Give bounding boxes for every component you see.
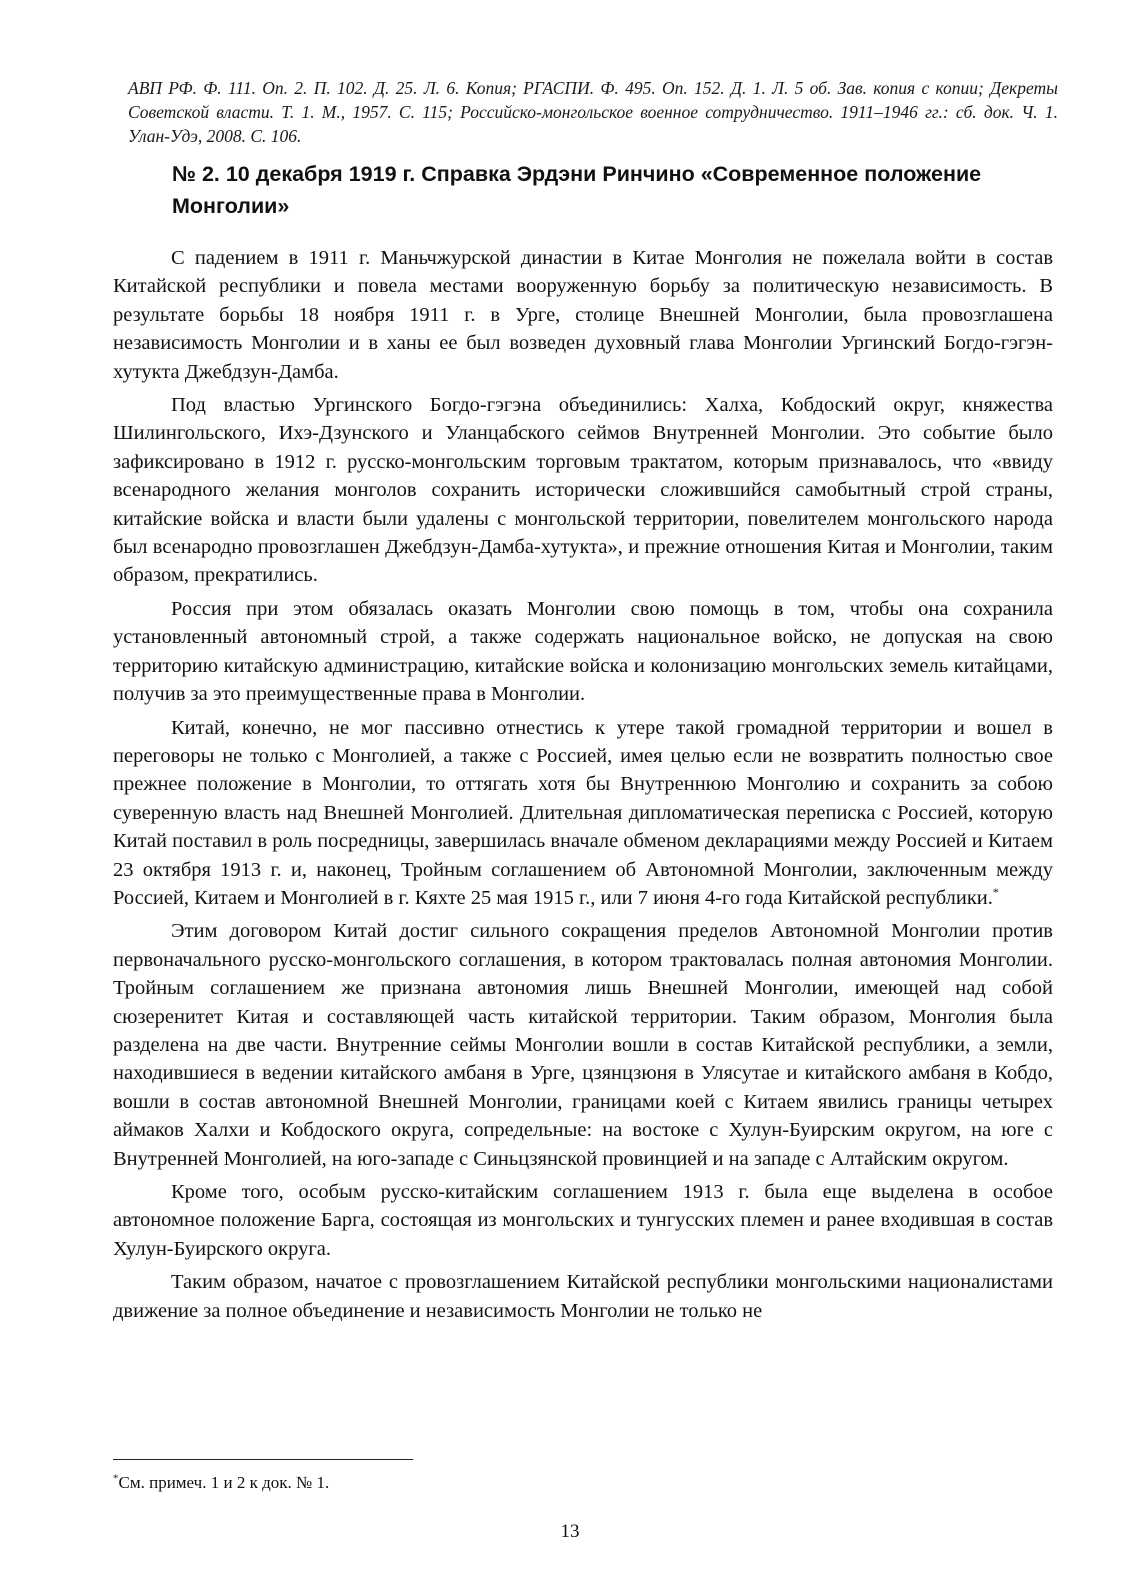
paragraph-with-footnote	[113, 714, 1053, 913]
paragraph-text: Китай, конечно, не мог пассивно отнестись к утере такой громадной территории и вошел в переговоры не только с Монголией, а также с Россией, имея целью если не возвратить полностью свое прежнее положение в Монголии, то оттягать хотя бы Внутреннюю Монголию и сохранить за собою суверенную власть над Внешней Монголией. Длительная дипломатическая переписка с Россией, которую Китай поставил в роль посредницы, завершилась вначале обменом декларациями между Россией и Китаем 23 октября 1913 г. и, наконец, Тройным соглашением об Автономной Монголии, заключенным между Россией, Китаем и Монголией в г. Кяхте 25 мая 1915 г., или 7 июня 4-го года Китайской республики.	[113, 716, 1053, 909]
paragraph: Под властью Ургинского Богдо-гэгэна объединились: Халха, Кобдоский округ, княжества Шилингольского, Ихэ-Дзунского и Уланцабского сеймов Внутренней Монголии. Это событие было зафиксировано в 1912 г. русско-монгольским торговым трактатом, которым признавалось, что «ввиду всенародного желания монголов сохранить исторически сложившийся самобытный строй страны, китайские войска и власти были удалены с монгольской территории, повелителем монгольского народа был всенародно провозглашен Джебдзун-Дамба-хутукта», и прежние отношения Китая и Монголии, таким образом, прекратились.	[113, 394, 1053, 587]
paragraph: С падением в 1911 г. Маньчжурской династии в Китае Монголия не пожелала войти в состав Китайской республики и повела местами вооруженную борьбу за политическую независимость. В результате борьбы 18 ноября 1911 г. в Урге, столице Внешней Монголии, была провозглашена независимость Монголии и в ханы ее был возведен духовный глава Монголии Ургинский Богдо-гэгэн-хутукта Джебдзун-Дамба.	[113, 247, 1053, 383]
paragraph: Россия при этом обязалась оказать Монголии свою помощь в том, чтобы она сохранила установленный автономный строй, а также содержать национальное войско, не допуская на свою территорию китайскую администрацию, китайские войска и колонизацию монгольских земель китайцами, получив за это преимущественные права в Монголии.	[113, 597, 1053, 706]
document-title: № 2. 10 декабря 1919 г. Справка Эрдэни Ринчино «Современное положение Монголии»	[172, 162, 982, 218]
footnote-text: См. примеч. 1 и 2 к док. № 1.	[118, 1473, 330, 1492]
paragraph: Таким образом, начатое с провозглашением Китайской республики монгольскими националистами движение за полное объединение и независимость Монголии не только не	[113, 1271, 1053, 1322]
footnote-divider	[113, 1459, 413, 1460]
page-number: 13	[560, 1521, 580, 1542]
footnote-reference: *	[992, 885, 999, 900]
document-body	[113, 244, 1053, 1330]
paragraph: Кроме того, особым русско-китайским соглашением 1913 г. была еще выделена в особое автономное положение Барга, состоящая из монгольских и тунгусских племен и ранее входившая в состав Хулун-Буирского округа.	[113, 1181, 1053, 1260]
paragraph: Этим договором Китай достиг сильного сокращения пределов Автономной Монголии против первоначального русско-монгольского соглашения, в котором трактовалась полная автономия Монголии. Тройным соглашением же признана автономия лишь Внешней Монголии, имеющей над собой сюзеренитет Китая и составляющей часть китайской территории. Таким образом, Монголия была разделена на две части. Внутренние сеймы Монголии вошли в состав Китайской республики, а земли, находившиеся в ведении китайского амбаня в Урге, цзянцзюня в Улясутае и китайского амбаня в Кобдо, вошли в состав автономной Внешней Монголии, границами коей с Китаем явились границы четырех аймаков Халхи и Кобдоского округа, сопредельные: на востоке с Хулун-Буирским округом, на юге с Внутренней Монголией, на юго-западе с Синьцзянской провинцией и на западе с Алтайским округом.	[113, 920, 1053, 1170]
footnote	[113, 1472, 713, 1494]
footnote-mark: *	[113, 1472, 119, 1485]
archival-source-note: АВП РФ. Ф. 111. Оп. 2. П. 102. Д. 25. Л. 6. Копия; РГАСПИ. Ф. 495. Оп. 152. Д. 1. Л. 5 об. Зав. копия с копии; Декреты Советской власти. Т. 1. М., 1957. С. 115; Российско-монгольское военное сотрудничество. 1911–1946 гг.: сб. док. Ч. 1. Улан-Удэ, 2008. С. 106.	[128, 78, 1058, 146]
